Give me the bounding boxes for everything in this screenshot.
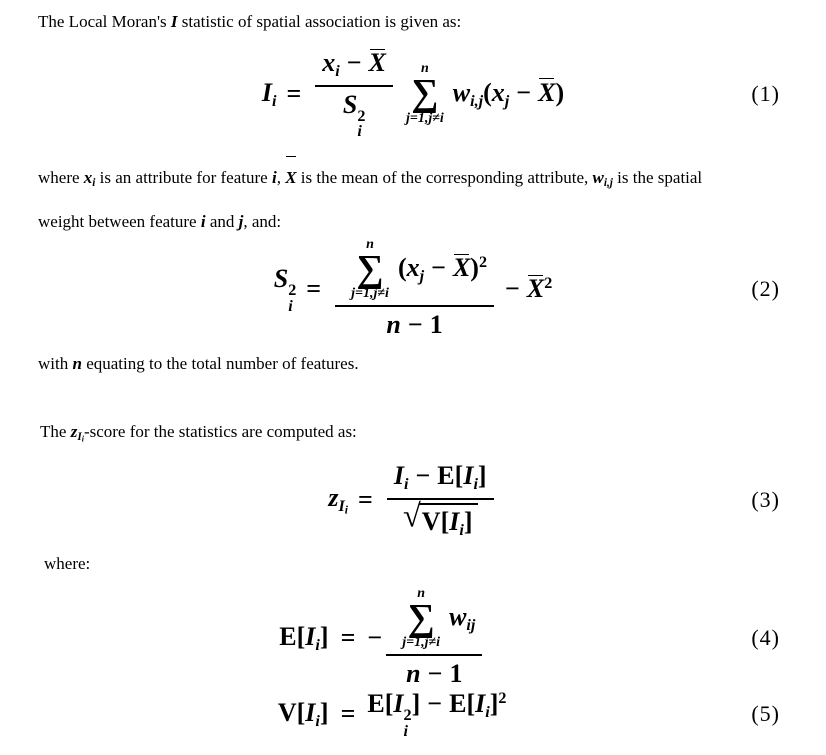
text-run: is the spatial [612, 168, 703, 187]
fraction [335, 238, 494, 340]
superscript-2: 2 [498, 690, 507, 708]
var-x: x [406, 253, 420, 283]
var-S: S [273, 264, 289, 294]
fraction [386, 587, 482, 689]
numerator-expression [322, 48, 386, 81]
var-w: w [449, 602, 467, 632]
subscript-ij: i,j [470, 92, 484, 110]
eq1-lhs [262, 78, 277, 111]
expected-value-term [279, 622, 328, 655]
operator-V: V [421, 506, 441, 536]
equation-5-number: (5) [751, 701, 780, 726]
var-I: I [261, 77, 272, 107]
open-bracket: [ [454, 460, 464, 490]
fraction-denominator [387, 498, 494, 540]
fraction-denominator [315, 85, 393, 140]
fraction-numerator [315, 48, 393, 85]
close-bracket: ] [319, 621, 329, 651]
var-I: I [305, 697, 316, 727]
eq5-rhs [367, 689, 647, 739]
var-i: i [271, 168, 277, 187]
text-run: where: [44, 554, 91, 573]
summation [402, 587, 440, 650]
subscript-i: i [315, 636, 320, 654]
var-I: I [393, 689, 404, 719]
minus-sign: − [505, 274, 520, 303]
open-paren: ( [397, 253, 407, 283]
close-bracket: ] [477, 460, 487, 490]
var-I: I [449, 506, 460, 536]
fraction [387, 461, 494, 540]
eq3-lhs [328, 483, 348, 516]
equals-sign: = [286, 79, 302, 108]
equals-sign: = [306, 274, 322, 303]
x-bar: X [285, 156, 296, 200]
eq4-rhs [367, 587, 647, 689]
number-1: 1 [429, 310, 443, 340]
intro-paragraph [38, 12, 461, 32]
x-bar: X [538, 77, 556, 107]
subscript-ij: ij [466, 616, 476, 634]
var-j: j [238, 212, 244, 231]
equation-local-morans-i [0, 44, 826, 144]
text-run: , and: [243, 212, 282, 231]
intro-text-pre: The Local Moran's [38, 12, 171, 31]
subscript-j: j [419, 267, 425, 285]
weight-term [449, 602, 475, 635]
equation-variance-s [0, 226, 826, 352]
variance-term [278, 698, 329, 731]
summation [351, 238, 389, 301]
var-x: x [322, 48, 336, 78]
intro-text-post: statistic of spatial association is given as: [177, 12, 462, 31]
zscore-paragraph [40, 422, 357, 443]
equation-2-number: (2) [751, 276, 780, 301]
subscript-I-i [339, 498, 349, 515]
open-bracket: [ [384, 689, 394, 719]
text-run: and [205, 212, 239, 231]
open-bracket: [ [466, 689, 476, 719]
sup-sub-stack [357, 109, 365, 140]
sup-sub-stack [404, 708, 412, 739]
equation-zscore [0, 456, 826, 544]
subscript-i: i [315, 712, 320, 730]
subscript-ij: i,j [603, 176, 613, 189]
var-n: n [386, 310, 401, 340]
var-x: x [491, 77, 505, 107]
close-bracket: ] [489, 689, 499, 719]
text-run: equating to the total number of features. [81, 354, 359, 373]
var-i: i [200, 212, 206, 231]
radical-icon: √ [402, 497, 421, 534]
operator-E: E [279, 621, 297, 651]
minus-sign: − [516, 77, 532, 107]
subscript-i: i [357, 123, 362, 141]
superscript-2: 2 [357, 108, 366, 126]
superscript-2: 2 [544, 275, 553, 293]
subscript-i: i [92, 176, 96, 189]
squared-deviation [398, 253, 487, 286]
superscript-2: 2 [288, 282, 297, 300]
var-x: x [83, 168, 93, 187]
variance-term [422, 507, 473, 540]
var-n: n [72, 354, 82, 373]
equals-sign: = [340, 699, 356, 728]
fraction-denominator [386, 654, 482, 689]
var-I: I [393, 460, 404, 490]
equation-expected-value [0, 584, 826, 692]
close-bracket: ] [411, 689, 421, 719]
weighted-term [453, 78, 564, 111]
summation [406, 62, 444, 125]
var-I: I [475, 689, 486, 719]
equation-1-number: (1) [751, 81, 780, 106]
where-label [44, 554, 90, 574]
subscript-i: i [335, 63, 340, 81]
open-paren: ( [483, 77, 492, 107]
var-I: I [77, 430, 82, 443]
operator-E: E [449, 689, 467, 719]
minus-sign: − [427, 659, 443, 689]
equation-variance-i [0, 689, 826, 740]
denominator-expression [343, 90, 366, 140]
sum-upper-limit: n [366, 236, 374, 252]
close-bracket: ] [463, 506, 473, 536]
numerator-expression [394, 461, 487, 494]
var-I: I [463, 460, 474, 490]
minus-sign: − [427, 689, 443, 719]
minus-sign: − [346, 48, 362, 78]
text-run: where [38, 168, 84, 187]
var-I: I [305, 621, 316, 651]
var-n: n [406, 659, 421, 689]
eq5-lhs [179, 698, 329, 731]
var-z: z [328, 483, 339, 513]
subscript-i: i [344, 503, 349, 517]
subscript-i: i [459, 521, 464, 539]
operator-V: V [277, 697, 297, 727]
radicand [419, 503, 478, 540]
subscript-I [77, 431, 84, 443]
eq4-lhs [179, 622, 329, 655]
fraction-denominator [335, 305, 494, 340]
var-I: I [170, 12, 178, 31]
sum-lower-limit: j=1,j≠i [405, 110, 444, 126]
sum-upper-limit: n [417, 585, 426, 601]
superscript-2: 2 [478, 254, 488, 272]
open-bracket: [ [440, 506, 450, 536]
sum-upper-limit: n [420, 61, 429, 77]
operator-E: E [437, 460, 455, 490]
text-run: , [276, 168, 286, 187]
eq2-lhs [274, 264, 297, 314]
sum-lower-limit: j=1,j≠i [402, 635, 441, 651]
subscript-i: i [473, 475, 478, 493]
paragraph-line-1 [38, 156, 702, 200]
fraction-numerator [386, 587, 482, 654]
sup-sub-stack [288, 283, 296, 314]
var-w: w [452, 77, 471, 107]
text-run: The [40, 422, 71, 441]
sigma-icon: ∑ [411, 72, 439, 115]
sigma-icon: ∑ [356, 247, 384, 290]
operator-E: E [367, 689, 385, 719]
text-run: is an attribute for feature [95, 168, 272, 187]
subscript-i: i [271, 92, 277, 110]
text-run: is the mean of the corresponding attribute, [296, 168, 593, 187]
subscript-i: i [403, 722, 409, 740]
minus-sign: − [407, 310, 423, 340]
subscript-i: i [403, 475, 409, 493]
superscript-2: 2 [403, 707, 412, 725]
fraction-numerator [387, 461, 494, 498]
x-bar: X [452, 253, 471, 283]
x-bar: X [368, 48, 386, 78]
fraction [315, 48, 393, 140]
x-bar: X [526, 274, 545, 303]
sigma-icon: ∑ [407, 596, 435, 639]
minus-sign: − [415, 460, 431, 490]
xbar-squared [527, 274, 552, 304]
close-paren: ) [470, 253, 479, 283]
text-run: with [38, 354, 73, 373]
close-bracket: ] [319, 697, 329, 727]
rhs-expression [367, 689, 506, 739]
var-z: z [70, 422, 78, 441]
equation-4-number: (4) [751, 625, 780, 650]
number-1: 1 [449, 659, 463, 689]
text-run: -score for the statistics are computed as: [83, 422, 357, 441]
n-definition-paragraph [38, 354, 359, 374]
minus-sign: − [367, 622, 383, 652]
var-I: I [338, 498, 345, 516]
sum-lower-limit: j=1,j≠i [351, 286, 389, 302]
text-run: weight between feature [38, 212, 201, 231]
subscript-i: i [288, 297, 293, 315]
subscript-i: i [485, 704, 490, 721]
equals-sign: = [358, 485, 373, 514]
open-bracket: [ [296, 697, 306, 727]
square-root [402, 497, 478, 540]
minus-sign: − [431, 253, 446, 283]
fraction-numerator [335, 238, 494, 305]
close-paren: ) [555, 77, 565, 107]
equation-3-number: (3) [751, 487, 780, 512]
denominator-expression [406, 659, 462, 689]
subscript-i: i [81, 434, 84, 444]
open-bracket: [ [296, 621, 306, 651]
denominator-expression [386, 310, 442, 340]
subscript-j: j [504, 92, 510, 110]
var-w: w [592, 168, 604, 187]
equals-sign: = [340, 623, 356, 652]
var-S: S [342, 90, 358, 120]
